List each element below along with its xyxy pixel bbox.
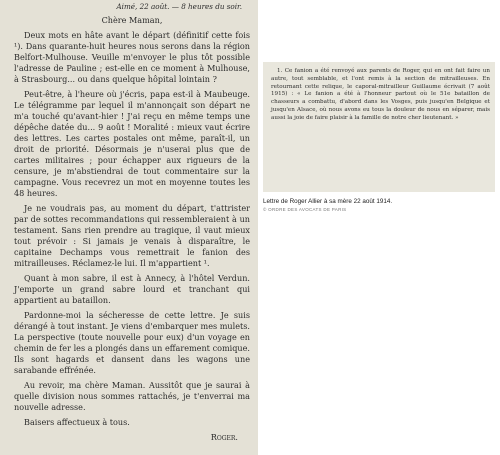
footnote-paragraph: 1. Ce fanion a été renvoyé aux parents de Roger, qui en ont fait faire un autre, tout semblable, et l'ont remis à la section de mitrailleuses. En retournant cette relique, le caporal-mitrailleur Guillaume écrivait (7 août 1915) : « Le fanion a été à l'honneur partout où le 51e bataillon de chasseurs a combattu, d'abord dans les Vosges, puis jusqu'en Belgique et jusqu'en Alsace, où nous avons eu tous la douleur de nous en séparer, mais aussi la joie de faire plaisir à la famille de notre cher lieutenant. » bbox=[271, 68, 490, 121]
letter-signature: Roger. bbox=[210, 432, 238, 442]
letter-header: Aimé, 22 août. — 8 heures du soir. bbox=[116, 2, 242, 11]
letter-paragraph: Au revoir, ma chère Maman. Aussitôt que je saurai à quelle division nous sommes rattachés, je t'enverrai ma nouvelle adresse. bbox=[14, 380, 250, 412]
letter-salutation: Chère Maman, bbox=[101, 15, 163, 25]
caption-title: Lettre de Roger Allier à sa mère 22 août 1914. bbox=[263, 198, 393, 205]
letter-paragraph: Quant à mon sabre, il est à Annecy, à l'hôtel Verdun. J'emporte un grand sabre lourd et tranchant qui appartient au bataillon. bbox=[14, 273, 250, 305]
letter-body bbox=[0, 15, 258, 443]
letter-paragraph: Peut-être, à l'heure où j'écris, papa est-il à Maubeuge. Le télégramme par lequel il m'annonçait son départ ne m'a touché qu'avant-hier ! J'ai reçu en même temps une dépêche datée du... 9 août ! Moralité : mieux vaut écrire des lettres. Les cartes postales ont même, paraît-il, un droit de priorité. Désormais je n'userai plus que de cartes militaires ; pour échapper aux rigueurs de la censure, je m'abstiendrai de tout commentaire sur la campagne. Vous recevrez un mot en moyenne toutes les 48 heures. bbox=[14, 89, 250, 198]
letter-paragraph: Deux mots en hâte avant le départ (définitif cette fois ¹). Dans quarante-huit heures nous serons dans la région Belfort-Mulhouse. Veuille m'envoyer le plus tôt possible l'adresse de Pauline ; est-elle en ce moment à Mulhouse, à Strasbourg... ou dans quelque hôpital lointain ? bbox=[14, 30, 250, 84]
caption-credit: © ORDRE DES AVOCATS DE PARIS bbox=[263, 207, 347, 212]
image-caption bbox=[263, 198, 495, 213]
letter-paragraph: Je ne voudrais pas, au moment du départ, t'attrister par de sottes recommandations qui ressembleraient à un testament. Sans rien prendre au tragique, il vaut mieux tout prévoir : Si jamais je venais à disparaître, le capitaine Dechamps vous remettrait le fanion des mitrailleuses. Réclamez-le lui. Il m'appartient ¹. bbox=[14, 203, 250, 268]
letter-paragraph: Baisers affectueux à tous. bbox=[24, 417, 130, 427]
letter-paragraph: Pardonne-moi la sécheresse de cette lettre. Je suis dérangé à tout instant. Je viens d'embarquer mes mulets. La perspective (toute nouvelle pour eux) d'un voyage en chemin de fer les a plongés dans un effarement comique. Ils sont hagards et dansent dans les wagons une sarabande effrénée. bbox=[14, 310, 250, 375]
footnote-page bbox=[263, 62, 495, 192]
